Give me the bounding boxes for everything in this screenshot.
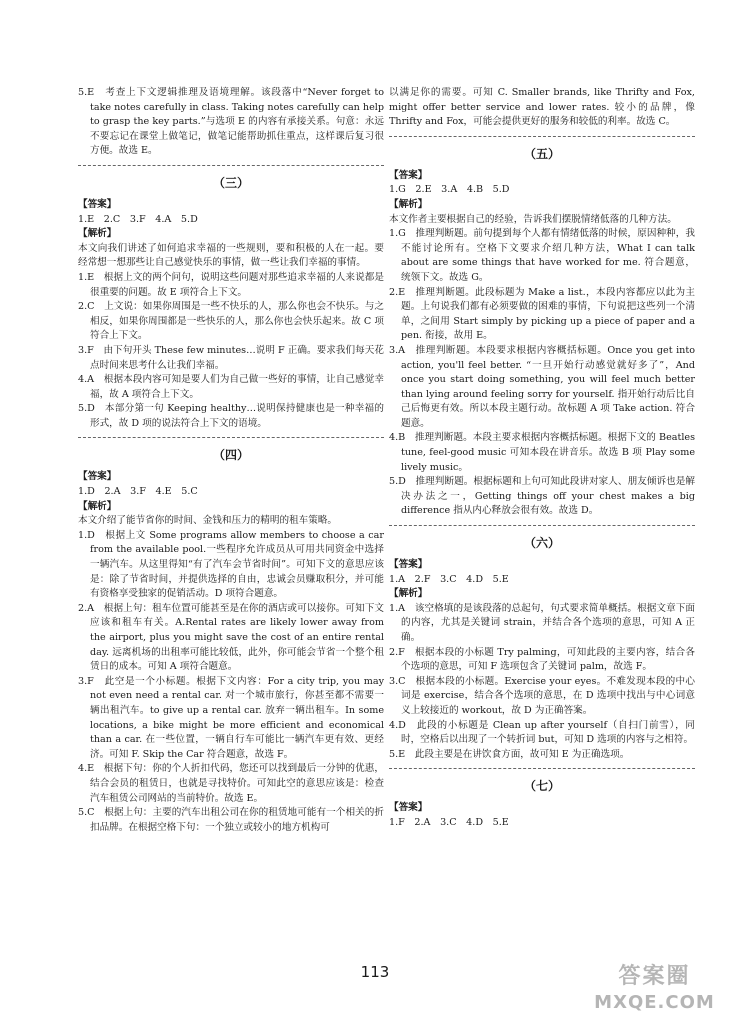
answer-item: 4.A 根据本段内容可知是要人们为自己做一些好的事情，让自己感觉幸福，故 A 项符合上下文。 xyxy=(78,374,384,400)
answer-item: 5.C 根据上句：主要的汽车出租公司在你的租赁地可能有一个相关的折扣品牌。在根据空格下句：一个独立或较小的地方机构可 xyxy=(78,807,384,833)
answer-item: 2.C 上文说：如果你周围是一些不快乐的人，那么你也会不快乐。与之相反，如果你周围都是一些快乐的人，那么你也会快乐起来。故 C 项符合上下文。 xyxy=(78,301,384,342)
answer-item: 5.E 此段主要是在讲饮食方面，故可知 E 为正确选项。 xyxy=(389,748,630,760)
answer-item: 2.F 根据本段的小标题 Try palming，可知此段的主要内容，结合各个选项的意思，可知 F 选项包含了关键词 palm，故选 F。 xyxy=(389,646,695,673)
answer-label: 【答案】 xyxy=(78,198,117,210)
analysis-label: 【解析】 xyxy=(389,198,428,210)
answer-key: 1.D 2.A 3.F 4.E 5.C xyxy=(78,486,198,498)
answer-item: 3.C 根据本段的小标题。Exercise your eyes。不难发现本段的中心词是 exercise，结合各个选项的意思，在 D 选项中找出与中心词意义上较接近的 workout，故 D 为正确答案。 xyxy=(389,675,695,716)
analysis-label: 【解析】 xyxy=(78,228,117,240)
dashed-divider xyxy=(78,165,384,166)
answer-item: 1.E 根据上文的两个问句，说明这些问题对那些追求幸福的人来说都是很重要的问题。故 E 项符合上下文。 xyxy=(78,271,384,298)
answer-item: 3.F 由下句开头 These few minutes…说明 F 正确。要求我们每天花点时间来思考什么让我们幸福。 xyxy=(78,344,384,371)
section-title-4: （四） xyxy=(212,448,249,463)
answer-label: 【答案】 xyxy=(389,169,428,181)
answer-item: 2.A 根据上句：租车位置可能甚至是在你的酒店或可以接你。可知下文应该和租车有关。A.Rental rates are likely lower away from the airport, plus you might save the cost of an entire rental day. 远离机场的出租率可能比较低，此外，你可能会节省一个整个租赁日的成本。可知 A 项符合题意。 xyxy=(78,602,384,673)
answer-key: 1.F 2.A 3.C 4.D 5.E xyxy=(389,816,509,828)
answer-key: 1.A 2.F 3.C 4.D 5.E xyxy=(389,573,509,585)
section-title-3: （三） xyxy=(212,175,249,190)
dashed-divider xyxy=(389,525,695,526)
answer-label: 【答案】 xyxy=(389,559,428,571)
dashed-divider xyxy=(389,768,695,769)
answer-item: 1.G 推理判断题。前句提到每个人都有情绪低落的时候，原因种种，我不能讨论所有。空格下文要求介绍几种方法，What I can talk about are some things that have worked for me. 符合题意，统领下文。故选 G。 xyxy=(389,228,695,283)
analysis-label: 【解析】 xyxy=(389,588,428,600)
answer-key: 1.G 2.E 3.A 4.B 5.D xyxy=(389,184,510,196)
answer-item: 4.D 此段的小标题是 Clean up after yourself（自扫门前雪），同时，空格后以出现了一个转折词 but，可知 D 选项的内容与之相符。 xyxy=(389,719,695,746)
page-number: 113 xyxy=(360,963,390,981)
answer-item: 4.E 根据下句：你的个人折扣代码，您还可以找到最后一分钟的优惠，结合会员的租赁日，也就是寻找特价。可知此空的意思应该是：检查汽车租赁公司网站的当前特价。故选 E。 xyxy=(78,763,384,804)
section-title-5: （五） xyxy=(523,146,560,161)
analysis-intro: 本文向我们讲述了如何追求幸福的一些规则，要和积极的人在一起。要经常想一想那些让自己感觉快乐的事情，做一些让我们幸福的事情。 xyxy=(78,242,384,269)
dashed-divider xyxy=(78,437,384,438)
dashed-divider xyxy=(389,136,695,137)
analysis-intro: 本文介绍了能节省你的时间、金钱和压力的精明的租车策略。 xyxy=(78,515,338,527)
answer-key: 1.E 2.C 3.F 4.A 5.D xyxy=(78,213,198,225)
answer-item: 3.A 推理判断题。本段要求根据内容概括标题。Once you get into action, you'll feel better. “一旦开始行动感觉就好多了”，And once you start doing something, you will feel much better than lying around feeling sorry for yourself. 指开始行动后比自己后悔更有效。所以本段主题行动。故标题 A 项 Take action. 符合题意。 xyxy=(389,344,695,429)
watermark-text: 答案圈 xyxy=(618,964,691,989)
answer-item: 1.D 根据上文 Some programs allow members to choose a car from the available pool.一些程序允许成员从可用共同资金中选择一辆汽车。从这里得知“有了汽车会节省时间”。可知下文的意思应该是：除了节省时间，并提供选择的自由，忠诚会员赚取积分，并可能有资格享受独家的促销活动。D 项符合题意。 xyxy=(78,529,384,600)
answer-item: 4.B 推理判断题。本段主要求根据内容概括标题。根据下文的 Beatles tune, feel-good music 可知本段在讲音乐。故选 B 项 Play some lively music。 xyxy=(389,432,695,473)
answer-label: 【答案】 xyxy=(389,802,428,814)
answer-item: 5.E 考查上下文逻辑推理及语境理解。该段落中“Never forget to take notes carefully in class. Taking notes carefully can help to grasp the key parts.”与选项 E 的内容有承接关系。句意：永远不要忘记在课堂上做笔记，做笔记能帮助抓住重点，这样课后复习很方便。故选 E。 xyxy=(78,87,384,157)
answer-item: 3.F 此空是一个小标题。根据下文内容：For a city trip, you may not even need a rental car. 对一个城市旅行，你甚至都不需要一辆出租汽车。to give up a rental car. 放弃一辆出租车。In some locations, a bike might be more efficient and economical than a car. 在一些位置，一辆自行车可能比一辆汽车更有效、更经济。可知 F. Skip the Car 符合题意，故选 F。 xyxy=(78,675,384,760)
analysis-intro: 本文作者主要根据自己的经验，告诉我们摆脱情绪低落的几种方法。 xyxy=(389,213,677,225)
analysis-label: 【解析】 xyxy=(78,500,117,512)
section-title-6: （六） xyxy=(523,536,560,551)
continued-text: 以满足你的需要。可知 C. Smaller brands, like Thrifty and Fox, might offer better service and lower rates. 较小的品牌，像 Thrifty and Fox，可能会提供更好的服务和较低的利率。故选 C。 xyxy=(389,87,695,128)
left-column xyxy=(78,86,384,835)
answer-item: 5.D 推理判断题。根据标题和上句可知此段讲对家人、朋友倾诉也是解决办法之一，Getting things off your chest makes a big difference 指从内心释放会很有效。故选 D。 xyxy=(389,476,695,517)
right-column xyxy=(389,86,695,831)
watermark-logo xyxy=(587,962,722,1020)
answer-item: 5.D 本部分第一句 Keeping healthy…说明保持健康也是一种幸福的形式，故 D 项的说法符合上下文的语境。 xyxy=(78,403,384,429)
answer-label: 【答案】 xyxy=(78,471,117,483)
watermark-url: MXQE.COM xyxy=(594,992,715,1013)
answer-item: 2.E 推理判断题。此段标题为 Make a list.，本段内容都应以此为主题。上句说我们都有必须要做的困难的事情，下句说把这些列一个清单，之间用 Start simply by picking up a piece of paper and a pen. 衔接，故用 E。 xyxy=(389,286,695,342)
answer-item: 1.A 该空格填的是该段落的总起句，句式要求简单概括。根据文章下面的内容，尤其是关键词 strain，并结合各个选项的意思，可知 A 正确。 xyxy=(389,602,695,643)
section-title-7: （七） xyxy=(523,779,560,794)
